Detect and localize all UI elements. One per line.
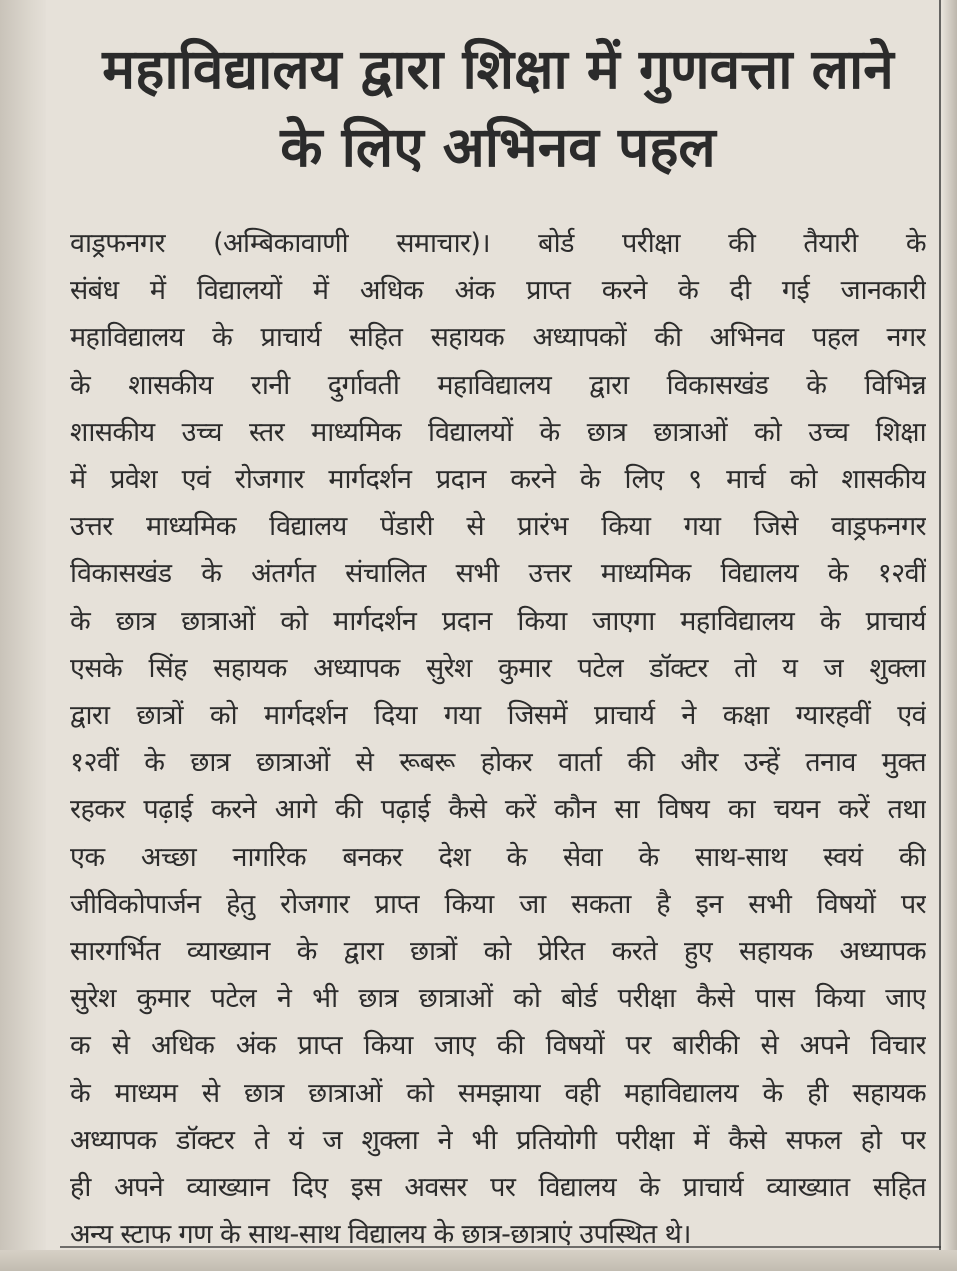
body-line: में प्रवेश एवं रोजगार मार्गदर्शन प्रदान करने के लिए ९ मार्च को शासकीय — [70, 464, 926, 496]
body-line: उत्तर माध्यमिक विद्यालय पेंडारी से प्रारंभ किया गया जिसे वाड्रफनगर — [70, 511, 926, 543]
body-line: सारगर्भित व्याख्यान के द्वारा छात्रों को प्रेरित करते हुए सहायक अध्यापक — [70, 936, 926, 968]
article-body — [70, 220, 926, 1258]
body-line: क से अधिक अंक प्राप्त किया जाए की विषयों पर बारीकी से अपने विचार — [70, 1030, 926, 1062]
body-line: के माध्यम से छात्र छात्राओं को समझाया वही महाविद्यालय के ही सहायक — [70, 1077, 926, 1109]
body-line: वाड्रफनगर (अम्बिकावाणी समाचार)। बोर्ड परीक्षा की तैयारी के — [70, 228, 926, 259]
body-line: एक अच्छा नागरिक बनकर देश के सेवा के साथ-साथ स्वयं की — [70, 841, 926, 873]
body-line: के छात्र छात्राओं को मार्गदर्शन प्रदान किया जाएगा महाविद्यालय के प्राचार्य — [70, 605, 926, 637]
body-line: द्वारा छात्रों को मार्गदर्शन दिया गया जिसमें प्राचार्य ने कक्षा ग्यारहवीं एवं — [70, 700, 926, 732]
news-article — [70, 30, 926, 1258]
headline-line-2: के लिए अभिनव पहल — [280, 115, 716, 179]
page-left-margin — [0, 0, 46, 1271]
column-rule — [939, 0, 941, 1271]
headline — [70, 30, 926, 186]
body-line: एसके सिंह सहायक अध्यापक सुरेश कुमार पटेल डॉक्टर तो य ज शुक्ला — [70, 652, 926, 684]
body-line: अध्यापक डॉक्टर ते यं ज शुक्ला ने भी प्रतियोगी परीक्षा में कैसे सफल हो पर — [70, 1124, 926, 1156]
body-line: १२वीं के छात्र छात्राओं से रूबरू होकर वार्ता की और उन्हें तनाव मुक्त — [70, 747, 926, 779]
headline-line-1: महाविद्यालय द्वारा शिक्षा में गुणवत्ता लाने — [102, 37, 894, 101]
body-line: रहकर पढ़ाई करने आगे की पढ़ाई कैसे करें कौन सा विषय का चयन करें तथा — [70, 794, 926, 826]
body-line: ही अपने व्याख्यान दिए इस अवसर पर विद्यालय के प्राचार्य व्याख्यात सहित — [70, 1172, 926, 1204]
page-right-margin — [943, 0, 957, 1271]
body-line: विकासखंड के अंतर्गत संचालित सभी उत्तर माध्यमिक विद्यालय के १२वीं — [70, 558, 926, 590]
body-line: सुरेश कुमार पटेल ने भी छात्र छात्राओं को बोर्ड परीक्षा कैसे पास किया जाए — [70, 983, 926, 1015]
body-line: शासकीय उच्च स्तर माध्यमिक विद्यालयों के छात्र छात्राओं को उच्च शिक्षा — [70, 416, 926, 448]
body-line: जीविकोपार्जन हेतु रोजगार प्राप्त किया जा सकता है इन सभी विषयों पर — [70, 888, 926, 920]
body-line: महाविद्यालय के प्राचार्य सहित सहायक अध्यापकों की अभिनव पहल नगर — [70, 322, 926, 354]
body-line: के शासकीय रानी दुर्गावती महाविद्यालय द्वारा विकासखंड के विभिन्न — [70, 369, 926, 401]
body-line: अन्य स्टाफ गण के साथ-साथ विद्यालय के छात्र-छात्राएं उपस्थित थे। — [70, 1219, 691, 1251]
body-line: संबंध में विद्यालयों में अधिक अंक प्राप्त करने के दी गई जानकारी — [70, 275, 926, 307]
